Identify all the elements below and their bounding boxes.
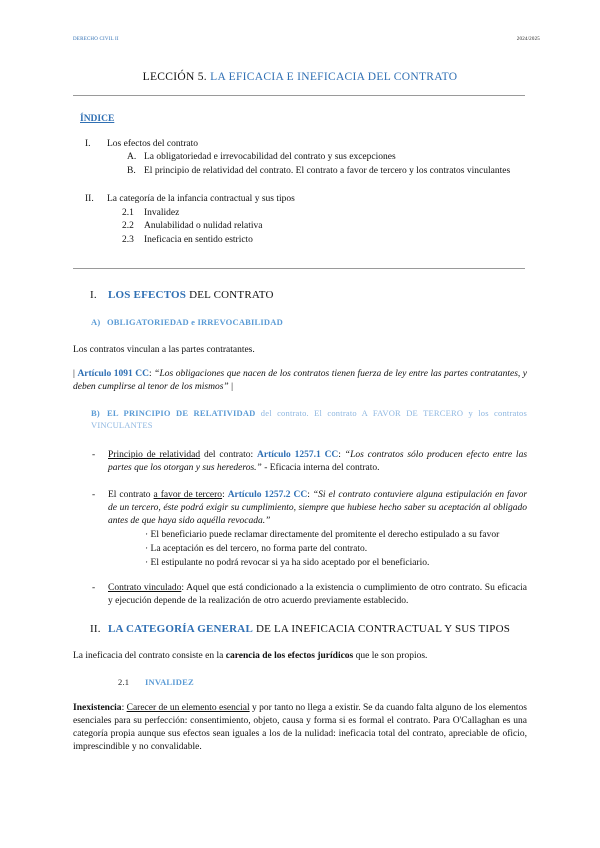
index-item xyxy=(127,165,525,178)
index-item xyxy=(127,151,396,164)
section-heading-1 xyxy=(90,288,274,303)
section-number: II. xyxy=(90,623,101,635)
paragraph-text: La ineficacia del contrato consiste en la xyxy=(73,651,226,661)
bullet-term: Principio de relatividad xyxy=(108,450,201,460)
index-item-num: II. xyxy=(85,194,94,204)
paragraph-inexistencia xyxy=(73,702,527,754)
subheading-number: 2.1 xyxy=(118,677,130,687)
colon: : xyxy=(307,490,313,500)
section-number: I. xyxy=(90,289,97,301)
index-item-text: Ineficacia en sentido estricto xyxy=(144,235,253,245)
article-ref: Artículo 1257.2 CC xyxy=(227,490,308,500)
bullet-text: El contrato xyxy=(108,490,154,500)
term-definition: Carecer de un elemento esencial xyxy=(126,703,250,713)
bullet-tercero xyxy=(108,489,527,528)
index-item-text: La obligatoriedad e irrevocabilidad del contrato y sus excepciones xyxy=(144,152,396,162)
subheading-text-light: del contrato. El contrato A FAVOR DE TERCERO y los contratos VINCULANTES xyxy=(91,408,527,430)
paragraph-ineficacia xyxy=(73,650,427,663)
article-text: “Si el contrato contuviere alguna estipulación en favor de un tercero, éste podrá exigir su cumplimiento, siempre que hubiese hecho saber su aceptación al obligado antes de que haya sido aquélla revocada.” xyxy=(108,490,528,527)
lesson-title xyxy=(73,70,527,86)
quote-bar: | xyxy=(228,382,233,393)
lesson-title-prefix: LECCIÓN 5. xyxy=(142,71,211,83)
bullet-term: a favor de tercero xyxy=(153,490,223,500)
index-item-num: 2.2 xyxy=(122,221,134,231)
article-text: “Los obligaciones que nacen de los contratos tienen fuerza de ley entre las partes contratantes, y deben cumplirse al tenor de los mismos” xyxy=(73,369,528,393)
title-divider xyxy=(73,95,525,96)
colon: : xyxy=(148,369,155,379)
bullet-relatividad xyxy=(108,449,527,475)
article-1091-quote xyxy=(73,368,527,394)
paragraph-intro: Los contratos vinculan a las partes contratantes. xyxy=(73,345,255,355)
section-heading-highlight: LOS EFECTOS xyxy=(108,289,187,301)
bullet-text: - Eficacia interna del contrato. xyxy=(261,463,380,474)
subheading-2-1 xyxy=(118,677,194,689)
paragraph-emphasis: carencia de los efectos jurídicos xyxy=(225,651,354,661)
bullet-term: Contrato vinculado xyxy=(108,583,182,593)
bullet-dash: - xyxy=(92,450,96,460)
index-item-num: B. xyxy=(127,166,136,176)
paragraph-text: y por tanto no llega a existir. Se da cuando falta alguno de los elementos esenciales para su perfección: consentimiento, objeto, causa y forma si es formal el contrato. Para O'Callaghan es una categoría propia aunque sus efectos sean iguales a los de la nulidad: ineficacia total del contrato, apreciable de oficio, imprescindible y no convalidable. xyxy=(73,703,528,753)
sub-bullet: · La aceptación es del tercero, no forma parte del contrato. xyxy=(145,544,368,554)
bullet-dash: - xyxy=(92,583,96,593)
index-item-num: 2.1 xyxy=(122,208,134,218)
section-heading-highlight: LA CATEGORÍA GENERAL xyxy=(108,623,253,635)
index-item xyxy=(85,193,295,206)
bullet-dash: - xyxy=(92,490,96,500)
running-header-right: 2024/2025 xyxy=(516,37,540,42)
article-text: “Los contratos sólo producen efecto entre las partes que los otorgan y sus herederos.” xyxy=(108,450,528,474)
paragraph-text: que le son propios. xyxy=(353,651,428,661)
index-item-text: La categoría de la infancia contractual y sus tipos xyxy=(107,194,295,204)
index-item xyxy=(122,220,262,233)
sub-bullet: · El beneficiario puede reclamar directamente del promitente el derecho estipulado a su favor xyxy=(145,530,500,540)
subheading-text: INVALIDEZ xyxy=(145,677,194,687)
index-item-num: I. xyxy=(85,139,91,149)
subheading-label: A) xyxy=(91,317,101,327)
quote-bar: | xyxy=(73,369,78,379)
sub-bullet: · El estipulante no podrá revocar si ya ha sido aceptado por el beneficiario. xyxy=(145,558,430,568)
index-heading: ÍNDICE xyxy=(80,114,115,124)
subheading-label: B) xyxy=(91,408,100,418)
index-item-text: Invalidez xyxy=(144,208,180,218)
bullet-vinculado xyxy=(108,582,527,608)
index-divider xyxy=(73,268,525,269)
index-item xyxy=(122,207,179,220)
index-list xyxy=(0,138,600,250)
article-ref: Artículo 1091 CC xyxy=(77,369,149,379)
section-heading-rest: DE LA INEFICACIA CONTRACTUAL Y SUS TIPOS xyxy=(253,623,511,635)
index-item xyxy=(122,234,253,247)
running-header-left: DERECHO CIVIL II xyxy=(73,37,119,42)
colon: : xyxy=(121,703,127,713)
subheading-text-strong: EL PRINCIPIO DE RELATIVIDAD xyxy=(107,408,256,418)
index-item-text: Anulabilidad o nulidad relativa xyxy=(144,221,263,231)
section-heading-rest: DEL CONTRATO xyxy=(186,289,274,301)
bullet-text: del contrato: xyxy=(200,450,257,460)
colon: : xyxy=(222,490,228,500)
index-item-text: Los efectos del contrato xyxy=(107,139,199,149)
bullet-text: : Aquel que está condicionado a la existencia o cumplimiento de otro contrato. Su eficacia y ejecución depende de la realización de otro acuerdo previamente establecido. xyxy=(108,583,527,607)
index-item-num: A. xyxy=(127,152,137,162)
article-ref: Artículo 1257.1 CC xyxy=(257,450,339,460)
colon: : xyxy=(338,450,345,460)
subheading-a xyxy=(91,317,283,329)
section-heading-2 xyxy=(90,622,510,637)
subheading-b xyxy=(91,408,527,431)
lesson-title-main: LA EFICACIA E INEFICACIA DEL CONTRATO xyxy=(210,71,458,83)
term-label: Inexistencia xyxy=(73,703,122,713)
index-item-num: 2.3 xyxy=(122,235,134,245)
index-item xyxy=(85,138,198,151)
subheading-text: OBLIGATORIEDAD e IRREVOCABILIDAD xyxy=(107,317,283,327)
index-item-text: El principio de relatividad del contrato. El contrato a favor de tercero y los contratos vinculantes xyxy=(144,166,511,176)
